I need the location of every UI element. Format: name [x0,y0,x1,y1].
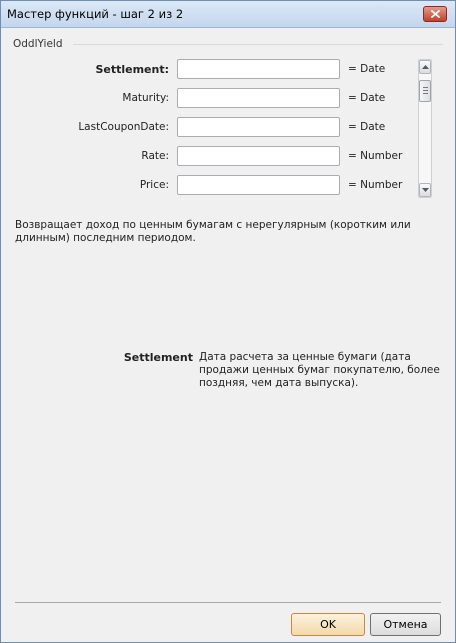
dialog-body [7,28,449,636]
arg-label-rate: Rate: [141,150,169,162]
arrow-down-icon [422,188,429,192]
scroll-thumb[interactable] [419,80,431,102]
arg-type-rate: = Number [348,150,403,162]
rate-input[interactable] [177,146,340,166]
close-icon [431,10,440,18]
scroll-down-button[interactable] [419,183,431,197]
arg-type-maturity: = Date [348,92,386,104]
close-button[interactable] [423,6,447,22]
arg-label-price: Price: [139,179,169,191]
arg-row-maturity [7,88,417,110]
price-input[interactable] [177,175,340,195]
arrow-up-icon [422,65,429,69]
arg-label-settlement: Settlement: [95,63,169,76]
maturity-input[interactable] [177,88,340,108]
args-scrollbar[interactable] [418,59,432,198]
arg-type-lastcoupondate: = Date [348,121,386,133]
settlement-input[interactable] [177,59,340,79]
arg-row-lastcoupondate [7,117,417,139]
current-arg-help: Дата расчета за ценные бумаги (дата продажи ценных бумаг покупателю, более поздняя, чем дата выпуска). [199,351,440,389]
cancel-button[interactable]: Отмена [370,613,441,636]
function-description: Возвращает доход по ценным бумагам с нерегулярным (коротким или длинным) последним периодом. [15,219,411,244]
arg-row-price [7,175,417,197]
function-name-divider [73,44,443,45]
current-arg-name: Settlement [123,351,193,364]
window-title: Мастер функций - шаг 2 из 2 [7,7,184,21]
footer-divider [15,602,441,603]
arg-row-rate [7,146,417,168]
title-bar [1,1,455,28]
arg-type-settlement: = Date [348,63,386,75]
arg-label-maturity: Maturity: [122,92,169,104]
ok-button[interactable]: OK [291,613,365,636]
scroll-up-button[interactable] [419,60,431,74]
arg-label-lastcoupondate: LastCouponDate: [78,121,169,133]
lastcoupondate-input[interactable] [177,117,340,137]
function-name: OddlYield [13,38,63,50]
arg-row-settlement [7,59,417,81]
arg-type-price: = Number [348,179,403,191]
